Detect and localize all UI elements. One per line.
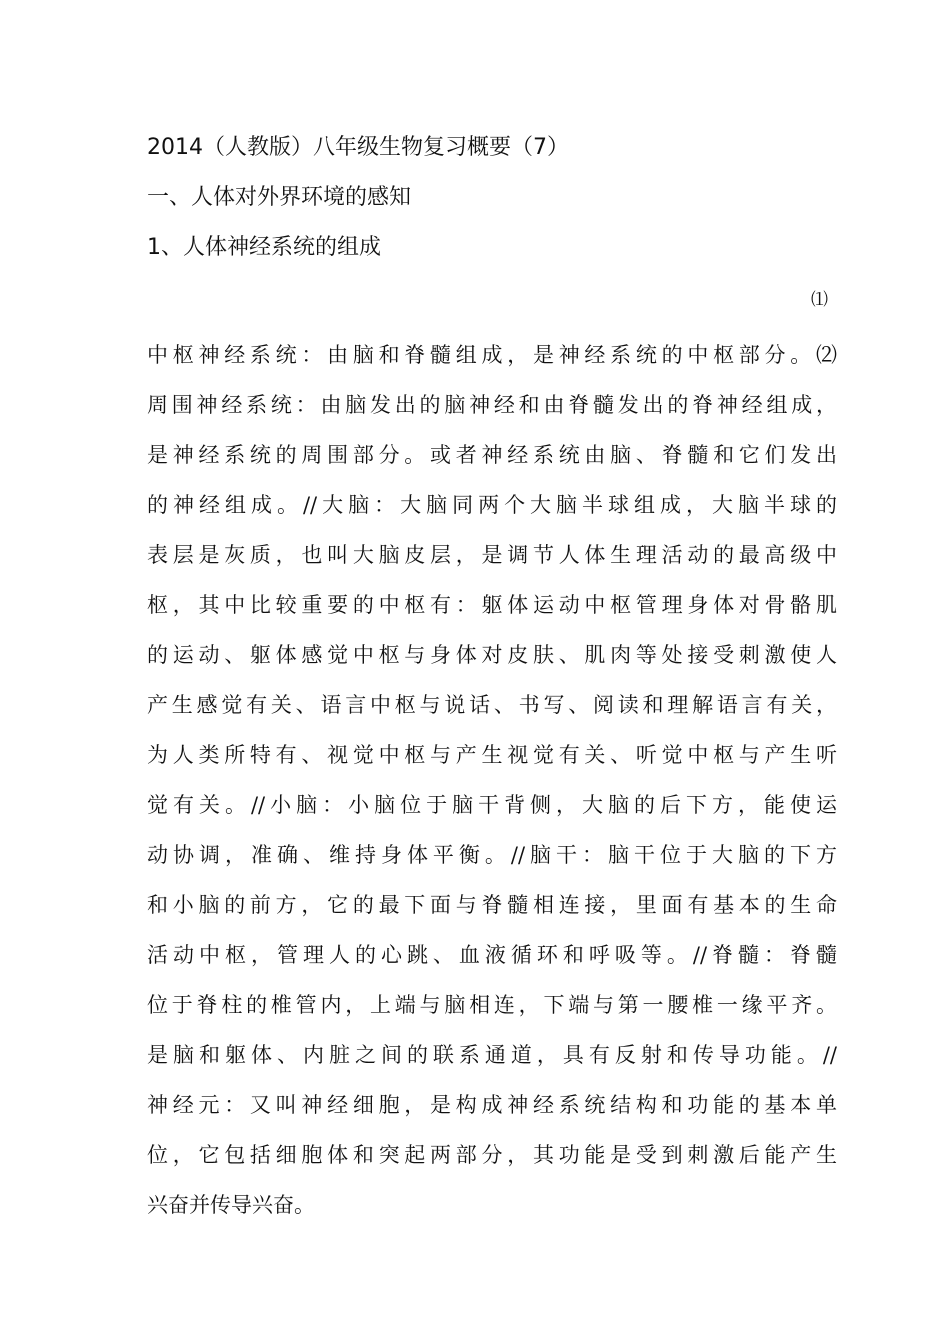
body-line: 的神经组成。//大脑：大脑同两个大脑半球组成，大脑半球的 bbox=[147, 493, 837, 517]
body-line: 为人类所特有、视觉中枢与产生视觉有关、听觉中枢与产生听 bbox=[147, 743, 837, 767]
body-line: 神经元：又叫神经细胞，是构成神经系统结构和功能的基本单 bbox=[147, 1093, 837, 1117]
body-line: 中枢神经系统：由脑和脊髓组成，是神经系统的中枢部分。⑵ bbox=[147, 343, 837, 367]
body-line: 动协调，准确、维持身体平衡。//脑干：脑干位于大脑的下方 bbox=[147, 843, 837, 867]
body-line: 表层是灰质，也叫大脑皮层，是调节人体生理活动的最高级中 bbox=[147, 543, 837, 567]
body-paragraph bbox=[147, 330, 837, 1230]
body-line: 位于脊柱的椎管内，上端与脑相连，下端与第一腰椎一缘平齐。 bbox=[147, 993, 837, 1017]
body-line: 的运动、躯体感觉中枢与身体对皮肤、肌肉等处接受刺激使人 bbox=[147, 643, 837, 667]
body-line: 兴奋并传导兴奋。 bbox=[147, 1193, 315, 1217]
body-line: 是脑和躯体、内脏之间的联系通道，具有反射和传导功能。// bbox=[147, 1043, 837, 1067]
body-line: 活动中枢，管理人的心跳、血液循环和呼吸等。//脊髓：脊髓 bbox=[147, 943, 837, 967]
body-line: 是神经系统的周围部分。或者神经系统由脑、脊髓和它们发出 bbox=[147, 443, 837, 467]
body-line: 枢，其中比较重要的中枢有：躯体运动中枢管理身体对骨骼肌 bbox=[147, 593, 837, 617]
body-line: 觉有关。//小脑：小脑位于脑干背侧，大脑的后下方，能使运 bbox=[147, 793, 837, 817]
body-line: 周围神经系统：由脑发出的脑神经和由脊髓发出的脊神经组成， bbox=[147, 393, 837, 417]
subsection-heading: 1、人体神经系统的组成 bbox=[147, 235, 381, 260]
section-heading: 一、人体对外界环境的感知 bbox=[147, 185, 412, 210]
item-marker: ⑴ bbox=[811, 290, 828, 310]
body-line: 位，它包括细胞体和突起两部分，其功能是受到刺激后能产生 bbox=[147, 1143, 837, 1167]
body-line: 产生感觉有关、语言中枢与说话、书写、阅读和理解语言有关， bbox=[147, 693, 837, 717]
document-title: 2014（人教版）八年级生物复习概要（7） bbox=[147, 135, 569, 160]
body-line: 和小脑的前方，它的最下面与脊髓相连接，里面有基本的生命 bbox=[147, 893, 837, 917]
